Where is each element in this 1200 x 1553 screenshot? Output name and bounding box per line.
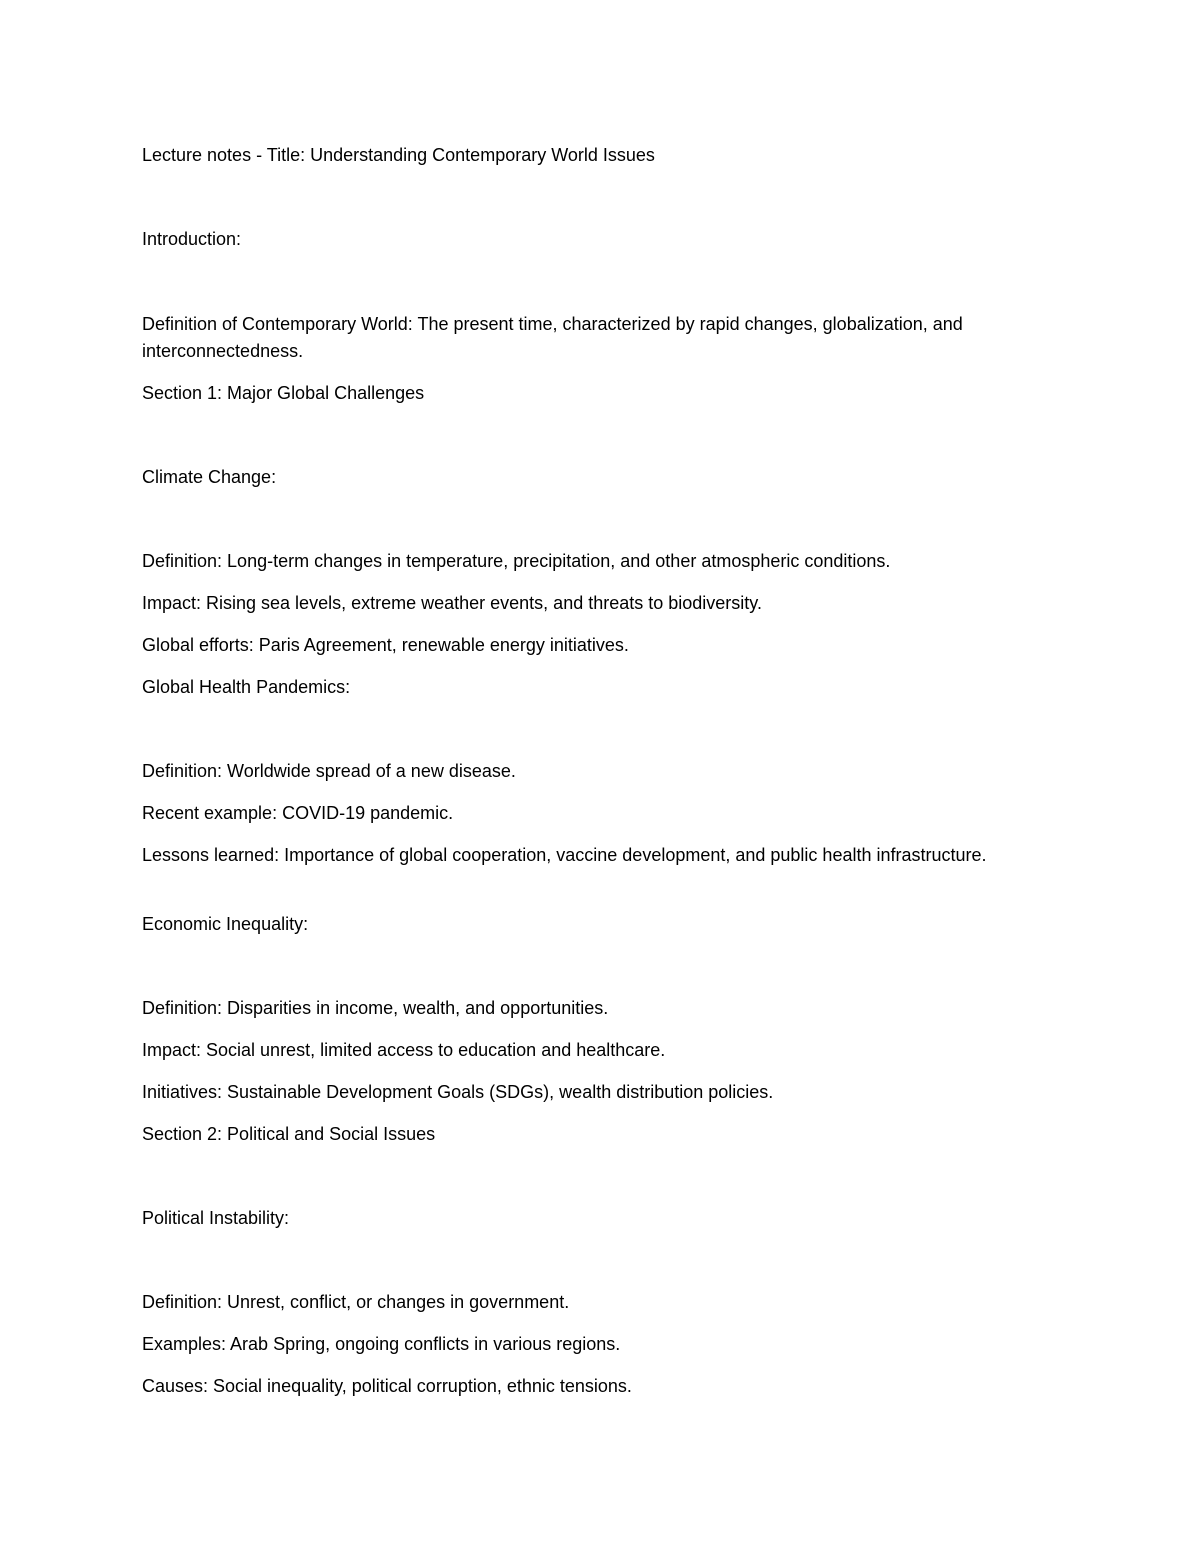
inequality-initiatives: Initiatives: Sustainable Development Goals (SDGs), wealth distribution policies. (142, 1082, 774, 1102)
inequality-impact: Impact: Social unrest, limited access to education and healthcare. (142, 1040, 666, 1060)
political-definition: Definition: Unrest, conflict, or changes in government. (142, 1292, 570, 1312)
political-examples: Examples: Arab Spring, ongoing conflicts in various regions. (142, 1334, 621, 1354)
economic-inequality-heading: Economic Inequality: (142, 914, 309, 934)
political-instability-heading: Political Instability: (142, 1208, 290, 1228)
definition-contemporary-world: Definition of Contemporary World: The present time, characterized by rapid changes, globalization, and interconnectedness. (142, 314, 963, 361)
political-causes: Causes: Social inequality, political corruption, ethnic tensions. (142, 1376, 632, 1396)
section-2-heading: Section 2: Political and Social Issues (142, 1124, 436, 1144)
document-title: Lecture notes - Title: Understanding Contemporary World Issues (142, 145, 655, 165)
global-health-heading: Global Health Pandemics: (142, 677, 351, 697)
health-lessons-learned: Lessons learned: Importance of global cooperation, vaccine development, and public health infrastructure. (142, 845, 987, 865)
health-definition: Definition: Worldwide spread of a new disease. (142, 761, 516, 781)
climate-impact: Impact: Rising sea levels, extreme weather events, and threats to biodiversity. (142, 593, 762, 613)
introduction-heading: Introduction: (142, 229, 242, 249)
climate-global-efforts: Global efforts: Paris Agreement, renewable energy initiatives. (142, 635, 629, 655)
climate-change-heading: Climate Change: (142, 467, 277, 487)
section-1-heading: Section 1: Major Global Challenges (142, 383, 425, 403)
health-recent-example: Recent example: COVID-19 pandemic. (142, 803, 454, 823)
inequality-definition: Definition: Disparities in income, wealth, and opportunities. (142, 998, 609, 1018)
climate-definition: Definition: Long-term changes in temperature, precipitation, and other atmospheric conditions. (142, 551, 891, 571)
